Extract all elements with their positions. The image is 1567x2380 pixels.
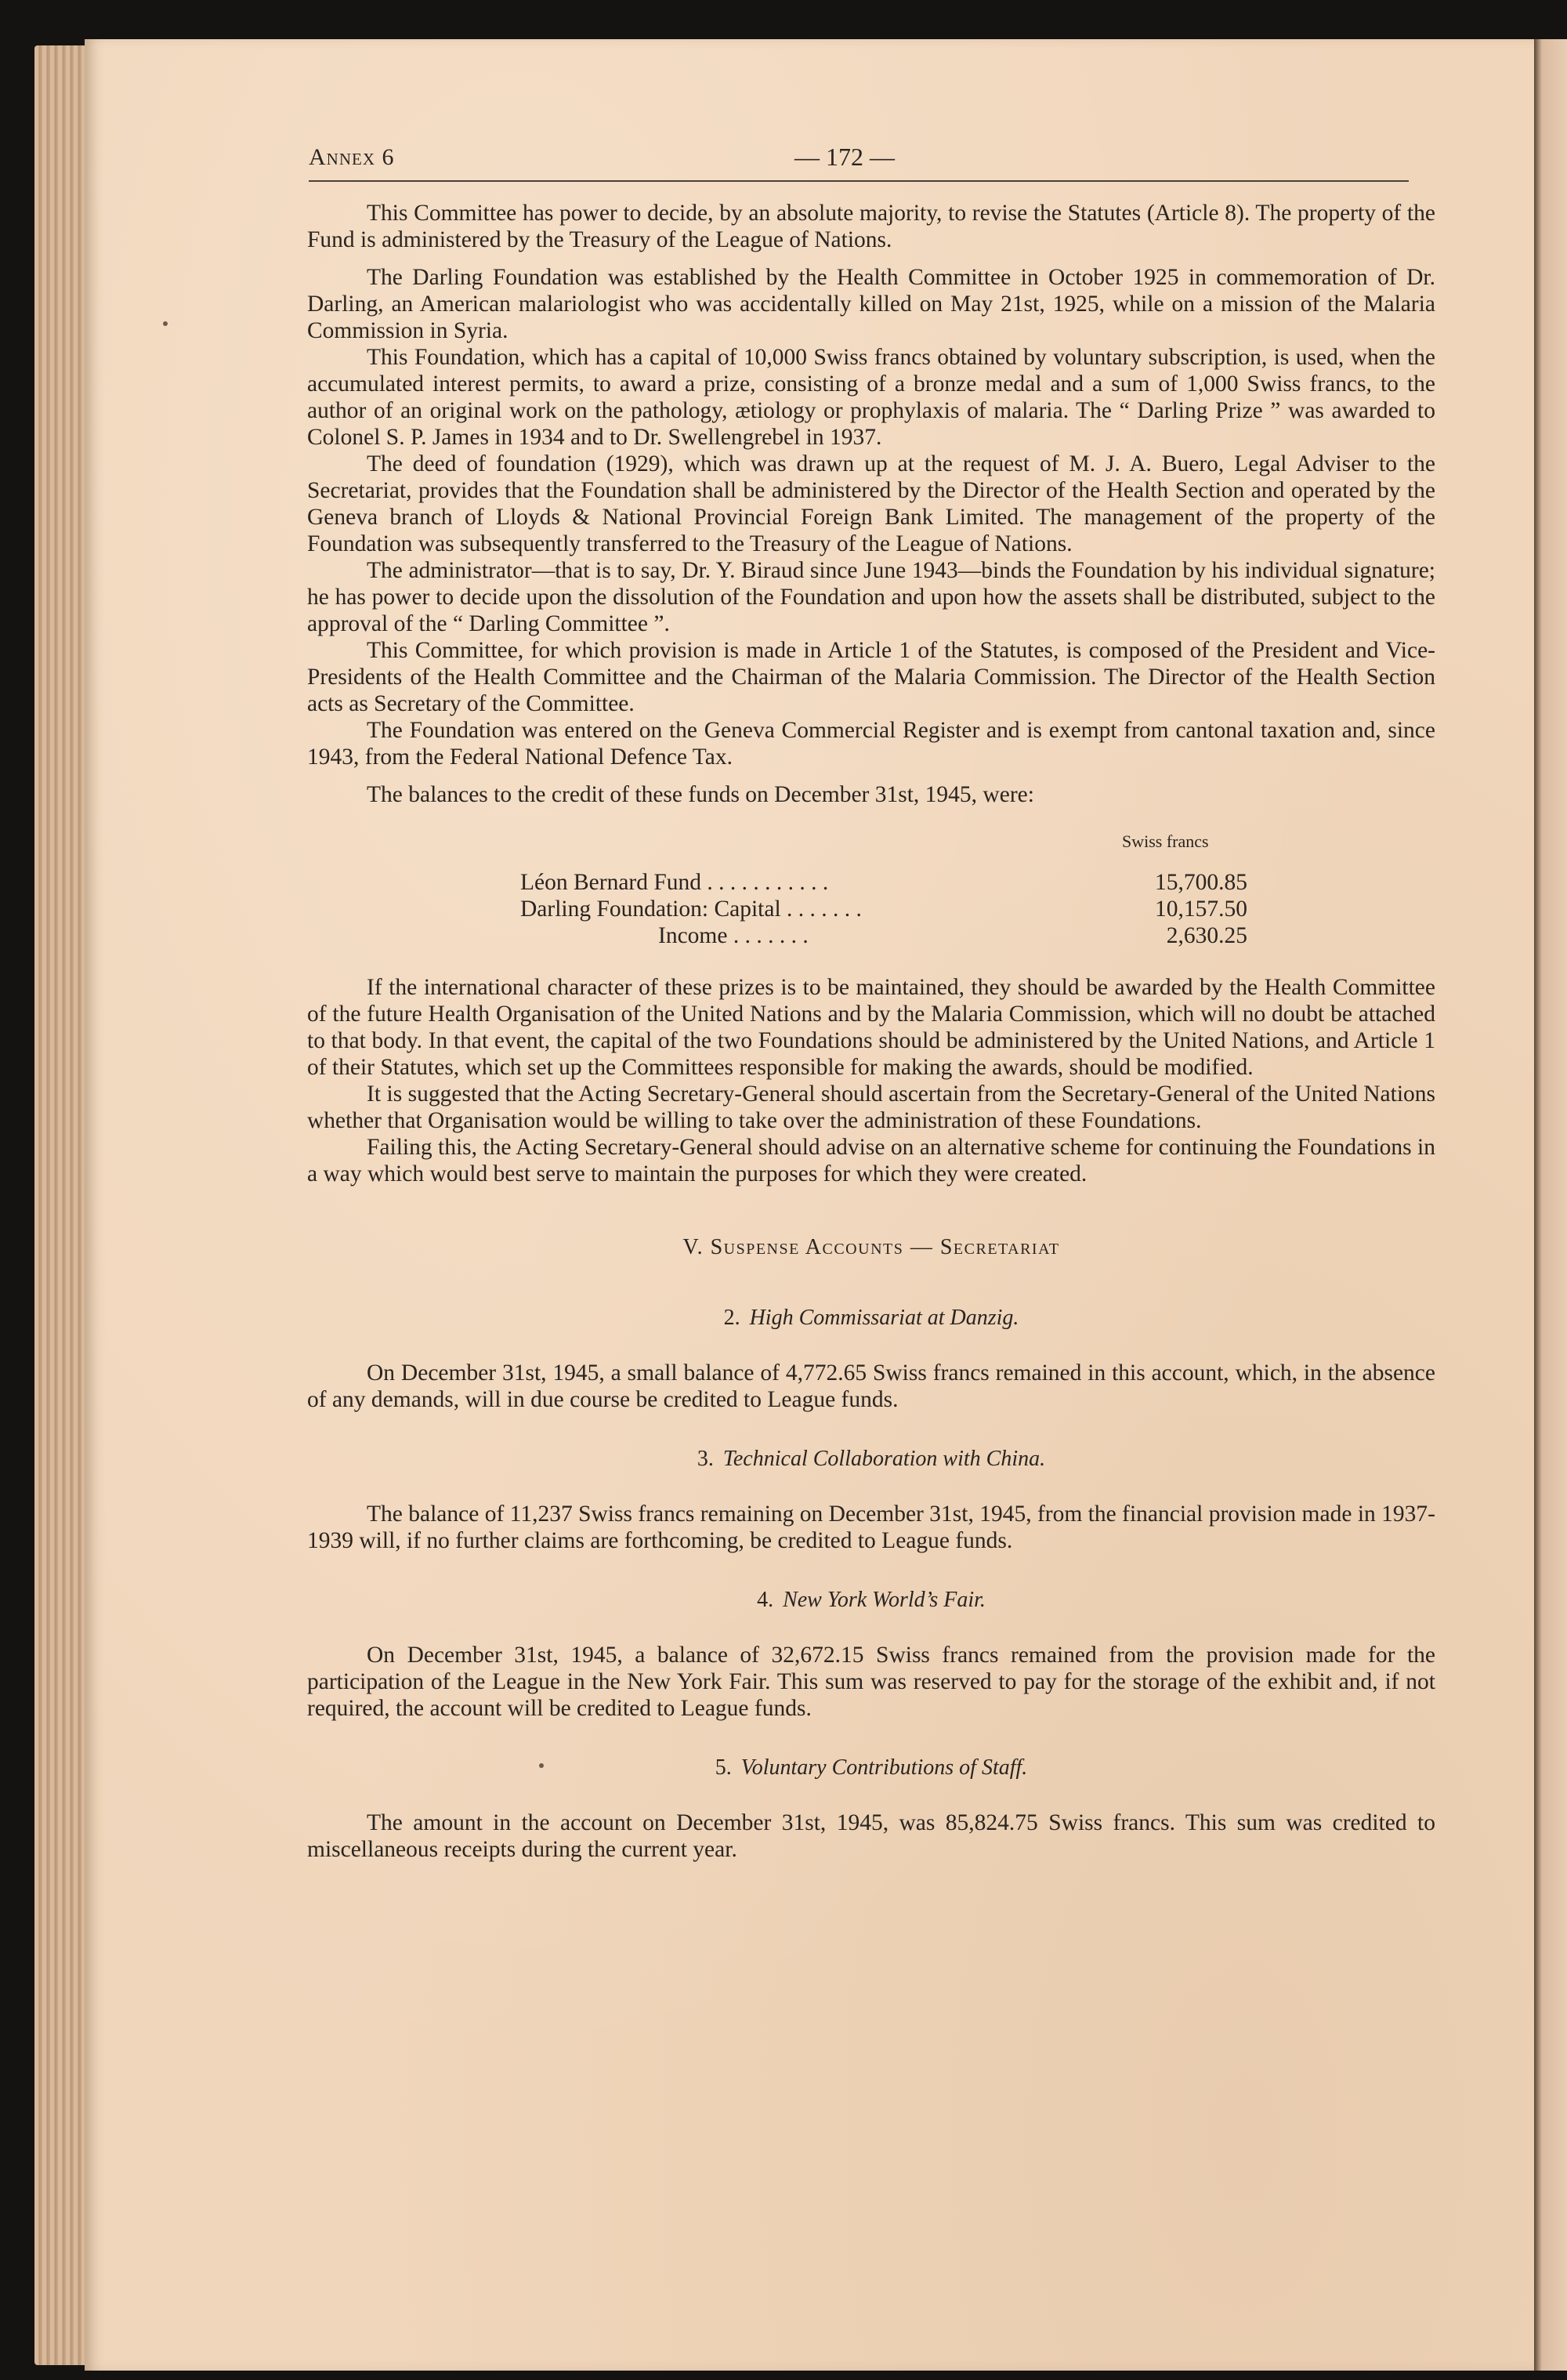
table-row xyxy=(520,922,1429,949)
column-header: Swiss francs xyxy=(1122,831,1209,851)
annex-label: Annex 6 xyxy=(309,144,395,170)
row-label: Darling Foundation: Capital . . . . . . . xyxy=(520,897,862,922)
subsection-title: Technical Collaboration with China. xyxy=(722,1447,1046,1471)
paper-speck xyxy=(163,321,168,326)
subsection-number: 2. xyxy=(723,1306,740,1330)
subsection-heading xyxy=(307,1305,1435,1331)
subsection-title: New York World’s Fair. xyxy=(783,1588,986,1612)
page-body xyxy=(307,200,1435,1863)
subsection-number: 4. xyxy=(757,1588,774,1612)
paragraph: This Committee, for which provision is made in Article 1 of the Statutes, is composed of the President and Vice-Presidents of the Health Committee and the Chairman of the Malaria Commission. The Director of the Health Section acts as Secretary of the Committee. xyxy=(307,638,1435,716)
subsection-number: 3. xyxy=(697,1447,714,1471)
subsection-heading xyxy=(307,1755,1435,1781)
row-label: Léon Bernard Fund . . . . . . . . . . . xyxy=(520,870,829,895)
paragraph: This Foundation, which has a capital of 10,000 Swiss francs obtained by voluntary subscription, is used, when the accumulated interest permits, to award a prize, consisting of a bronze medal and a sum of 1,000 Swiss francs, to the author of an original work on the pathology, ætiology or prophylaxis of malaria. The “ Darling Prize ” was awarded to Colonel S. P. James in 1934 and to Dr. Swellengrebel in 1937. xyxy=(307,345,1435,450)
row-label: Income . . . . . . . xyxy=(658,923,809,948)
subsection-number: 5. xyxy=(715,1755,732,1780)
paragraph: The balance of 11,237 Swiss francs remaining on December 31st, 1945, from the financial provision made in 1937-1939 will, if no further claims are forthcoming, be credited to League funds. xyxy=(307,1502,1435,1553)
paragraph: The administrator—that is to say, Dr. Y. Biraud since June 1943—binds the Foundation by his individual signature; he has power to decide upon the dissolution of the Foundation and upon how the assets shall be distributed, subject to the approval of the “ Darling Committee ”. xyxy=(307,558,1435,636)
paragraph: Failing this, the Acting Secretary-General should advise on an alternative scheme for continuing the Foundations in a way which would best serve to maintain the purposes for which they were created. xyxy=(307,1135,1435,1186)
subsection-title: Voluntary Contributions of Staff. xyxy=(740,1755,1028,1780)
row-value: 15,700.85 xyxy=(1155,870,1247,895)
balances-table xyxy=(307,828,1435,954)
paragraph: This Committee has power to decide, by an absolute majority, to revise the Statutes (Article 8). The property of the Fund is administered by the Treasury of the League of Nations. xyxy=(307,201,1435,252)
table-row xyxy=(520,869,1429,896)
paragraph: On December 31st, 1945, a small balance of 4,772.65 Swiss francs remained in this account, which, in the absence of any demands, will in due course be credited to League funds. xyxy=(307,1360,1435,1412)
next-page-edge xyxy=(1534,39,1567,2371)
paragraph: The balances to the credit of these funds on December 31st, 1945, were: xyxy=(367,782,1034,807)
subsection-heading xyxy=(307,1587,1435,1614)
section-title: V. Suspense Accounts — Secretariat xyxy=(682,1235,1060,1259)
paragraph: The Darling Foundation was established by the Health Committee in October 1925 in commemoration of Dr. Darling, an American malariologist who was accidentally killed on May 21st, 1925, while on a mission of the Malaria Commission in Syria. xyxy=(307,265,1435,343)
paragraph: It is suggested that the Acting Secretary-General should ascertain from the Secretary-General of the United Nations whether that Organisation would be willing to take over the administration of these Foundations. xyxy=(307,1081,1435,1133)
table-row xyxy=(520,896,1429,922)
row-value: 2,630.25 xyxy=(1166,923,1247,948)
page-number: — 172 — xyxy=(794,143,895,171)
page-header xyxy=(309,139,1409,182)
subsection-heading xyxy=(307,1446,1435,1473)
paragraph: The amount in the account on December 31st, 1945, was 85,824.75 Swiss francs. This sum was credited to miscellaneous receipts during the current year. xyxy=(307,1810,1435,1862)
subsection-title: High Commissariat at Danzig. xyxy=(749,1306,1019,1330)
row-value: 10,157.50 xyxy=(1155,897,1247,922)
paragraph: The Foundation was entered on the Geneva Commercial Register and is exempt from cantonal taxation and, since 1943, from the Federal National Defence Tax. xyxy=(307,718,1435,770)
paragraph: The deed of foundation (1929), which was drawn up at the request of M. J. A. Buero, Legal Adviser to the Secretariat, provides that the Foundation shall be administered by the Director of the Health Section and operated by the Geneva branch of Lloyds & National Provincial Foreign Bank Limited. The management of the property of the Foundation was subsequently transferred to the Treasury of the League of Nations. xyxy=(307,451,1435,556)
paragraph: On December 31st, 1945, a balance of 32,672.15 Swiss francs remained from the provision made for the participation of the League in the New York Fair. This sum was reserved to pay for the storage of the exhibit and, if not required, the account will be credited to League funds. xyxy=(307,1643,1435,1721)
paragraph: If the international character of these prizes is to be maintained, they should be awarded by the Health Committee of the future Health Organisation of the United Nations and by the Malaria Commission, which will no doubt be attached to that body. In that event, the capital of the two Foundations should be administered by the United Nations, and Article 1 of their Statutes, which set up the Committees responsible for making the awards, should be modified. xyxy=(307,975,1435,1080)
